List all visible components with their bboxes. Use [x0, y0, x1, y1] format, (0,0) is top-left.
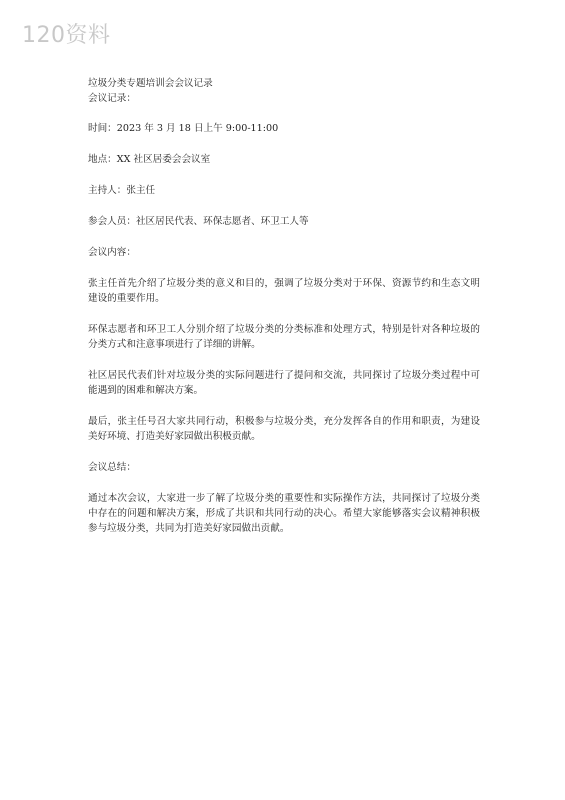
document-body — [88, 76, 480, 536]
content-label: 会议内容： — [88, 247, 136, 258]
record-label: 会议记录： — [88, 93, 136, 104]
meeting-host: 主持人：张主任 — [88, 185, 156, 196]
meeting-location: 地点：XX 社区居委会会议室 — [88, 154, 211, 165]
content-paragraph-1: 张主任首先介绍了垃圾分类的意义和目的，强调了垃圾分类对于环保、资源节约和生态文明建设的重要作用。 — [88, 278, 480, 304]
summary-label: 会议总结： — [88, 462, 136, 473]
content-paragraph-4: 最后，张主任号召大家共同行动，积极参与垃圾分类，充分发挥各自的作用和职责，为建设美好环境、打造美好家园做出积极贡献。 — [88, 416, 480, 442]
watermark-logo: 120资料 — [22, 23, 111, 48]
meeting-time: 时间：2023 年 3 月 18 日上午 9:00-11:00 — [88, 123, 279, 134]
summary-paragraph: 通过本次会议，大家进一步了解了垃圾分类的重要性和实际操作方法，共同探讨了垃圾分类中存在的问题和解决方案，形成了共识和共同行动的决心。希望大家能够落实会议精神积极参与垃圾分类，共同为打造美好家园做出贡献。 — [88, 493, 480, 534]
document-title: 垃圾分类专题培训会会议记录 — [88, 78, 213, 89]
meeting-attendees: 参会人员：社区居民代表、环保志愿者、环卫工人等 — [88, 216, 309, 227]
content-paragraph-3: 社区居民代表们针对垃圾分类的实际问题进行了提问和交流，共同探讨了垃圾分类过程中可能遇到的困难和解决方案。 — [88, 370, 480, 396]
content-paragraph-2: 环保志愿者和环卫工人分别介绍了垃圾分类的分类标准和处理方式，特别是针对各种垃圾的分类方式和注意事项进行了详细的讲解。 — [88, 324, 480, 350]
